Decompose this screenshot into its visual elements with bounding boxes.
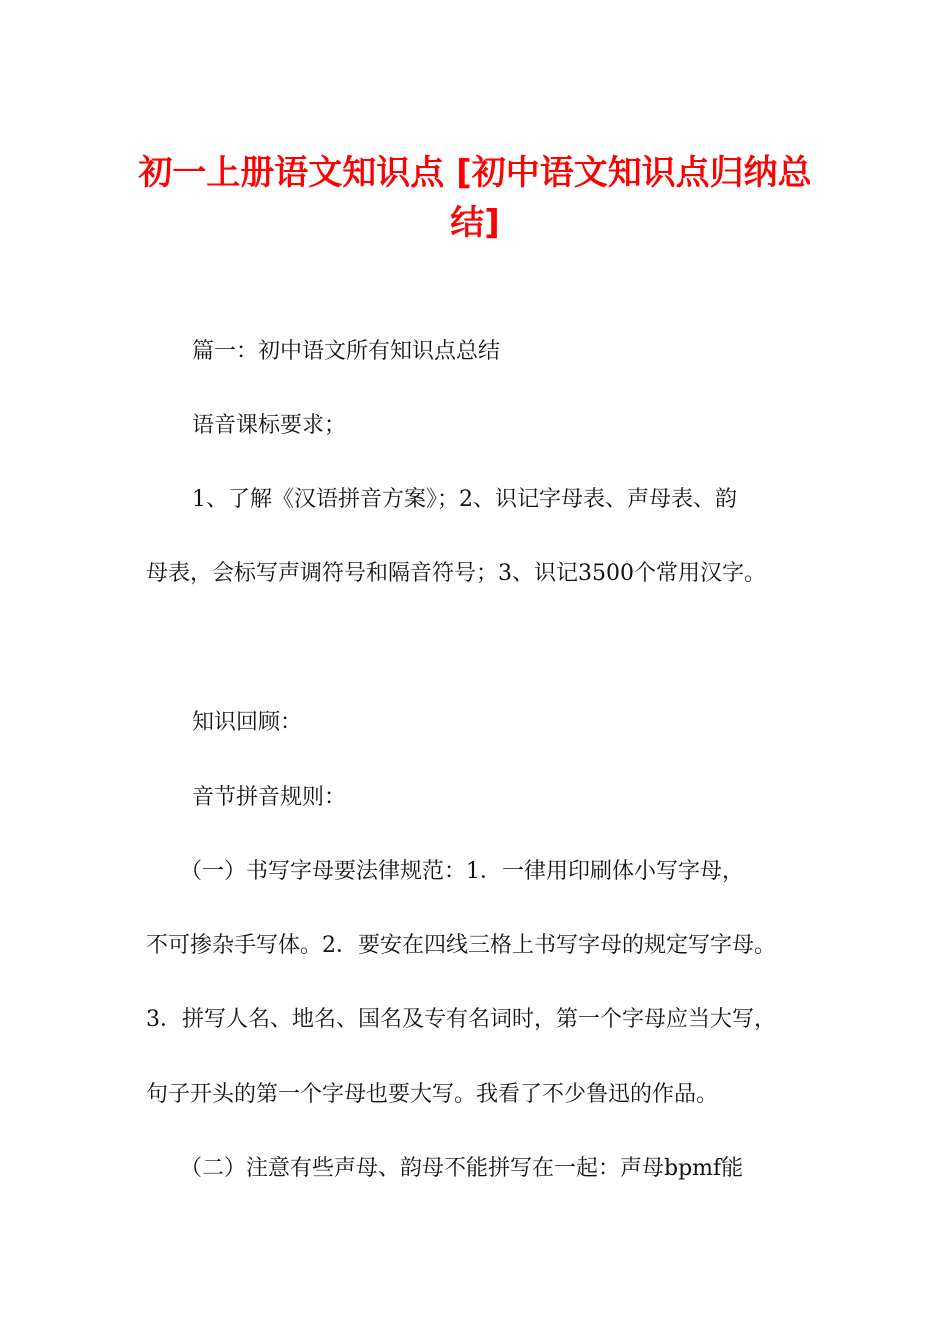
paragraph-line: 语音课标要求； bbox=[192, 413, 347, 438]
paragraph-line: 知识回顾： bbox=[192, 710, 303, 735]
paragraph-line: （二）注意有些声母、韵母不能拼写在一起：声母bpmf能 bbox=[180, 1156, 744, 1181]
paragraph-line: 母表，会标写声调符号和隔音符号；3、识记3500个常用汉字。 bbox=[146, 561, 766, 586]
title-line-1: 初一上册语文知识点 [初中语文知识点归纳总 bbox=[138, 153, 812, 193]
paragraph-line: 句子开头的第一个字母也要大写。我看了不少鲁迅的作品。 bbox=[146, 1082, 719, 1107]
paragraph-line: 3．拼写人名、地名、国名及专有名词时，第一个字母应当大写， bbox=[146, 1007, 776, 1032]
paragraph-line: （一）书写字母要法律规范：1．一律用印刷体小写字母， bbox=[180, 859, 744, 884]
section-heading: 篇一：初中语文所有知识点总结 bbox=[192, 339, 501, 364]
document-title bbox=[120, 148, 830, 248]
paragraph-line: 不可掺杂手写体。2．要安在四线三格上书写字母的规定写字母。 bbox=[146, 933, 776, 958]
paragraph-line: 音节拼音规则： bbox=[192, 785, 347, 810]
paragraph-line: 1、了解《汉语拼音方案》；2、识记字母表、声母表、韵 bbox=[192, 487, 737, 512]
title-line-2: 结] bbox=[450, 203, 500, 243]
